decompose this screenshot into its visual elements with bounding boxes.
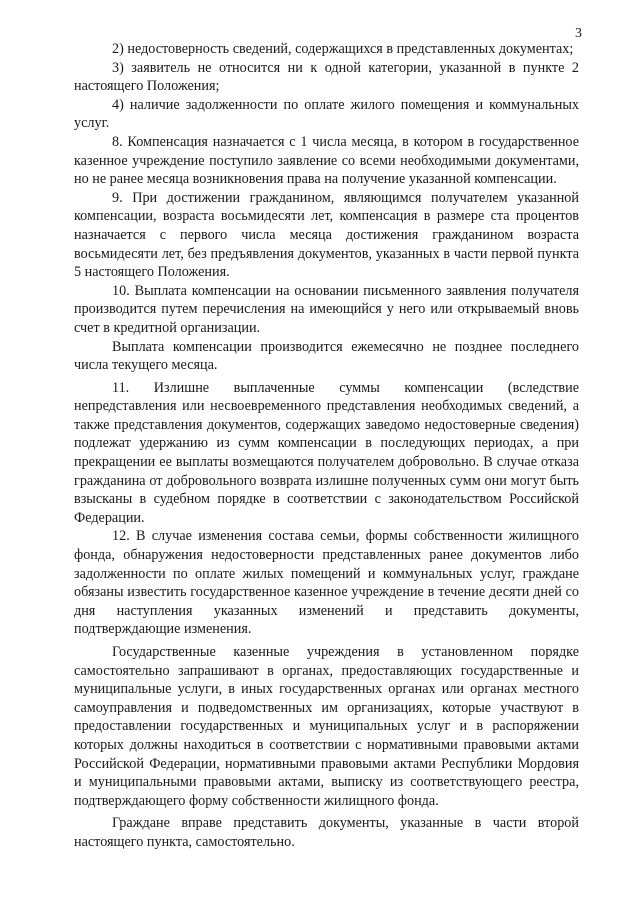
page-number: 3 <box>575 26 582 41</box>
paragraph-section-12-institutions: Государственные казенные учреждения в установленном порядке самостоятельно запрашивают в органах, предоставляющих государственные и муниципальные услуги, в иных государственных органах или органах местного самоуправления и подведомственных им организациях, которые участвуют в предоставлении государственных и муниципальных услуг и в распоряжении которых должны находиться в соответствии с нормативными правовыми актами Российской Федерации, нормативными правовыми актами Республики Мордовия и муниципальными правовыми актами, выписку из соответствующего реестра, подтверждающего форму собственности жилищного фонда. <box>74 644 579 809</box>
paragraph-item-4: 4) наличие задолженности по оплате жилого помещения и коммунальных услуг. <box>74 96 579 132</box>
paragraph-section-9: 9. При достижении гражданином, являющимся получателем указанной компенсации, возраста восьмидесяти лет, компенсация в размере ста процентов назначается с первого числа месяца достижения гражданином возраста восьмидесяти лет, без предъявления документов, указанных в части первой пункта 5 настоящего Положения. <box>74 189 579 281</box>
paragraph-section-8: 8. Компенсация назначается с 1 числа месяца, в котором в государственное казенное учреждение поступило заявление со всеми необходимыми документами, но не ранее месяца возникновения права на получение указанной компенсации. <box>74 133 579 188</box>
paragraph-section-10: 10. Выплата компенсации на основании письменного заявления получателя производится путем перечисления на имеющийся у него или открываемый вновь счет в кредитной организации. <box>74 282 579 336</box>
paragraph-section-12-citizens: Граждане вправе представить документы, указанные в части второй настоящего пункта, самостоятельно. <box>74 815 579 850</box>
paragraph-section-11: 11. Излишне выплаченные суммы компенсации (вследствие непредставления или несвоевременного представления необходимых сведений, а также представления документов, содержащих заведомо недостоверные сведения) подлежат удержанию из сумм компенсации в последующих периодах, а при прекращении ее выплаты возмещаются получателем добровольно. В случае отказа гражданина от добровольного возврата излишне полученных сумм они могут быть взысканы в судебном порядке в соответствии с законодательством Российской Федерации. <box>74 379 579 526</box>
document-body <box>74 40 579 852</box>
paragraph-section-10-payment: Выплата компенсации производится ежемесячно не позднее последнего числа текущего месяца. <box>74 338 579 374</box>
paragraph-section-12: 12. В случае изменения состава семьи, формы собственности жилищного фонда, обнаружения недостоверности представленных ранее документов либо задолженности по оплате жилых помещений и коммунальных услуг, граждане обязаны известить государственное казенное учреждение в течение десяти дней со дня наступления указанных изменений и представить документы, подтверждающие изменения. <box>74 528 579 638</box>
paragraph-item-3: 3) заявитель не относится ни к одной категории, указанной в пункте 2 настоящего Положения; <box>74 59 579 95</box>
paragraph-item-2: 2) недостоверность сведений, содержащихся в представленных документах; <box>112 41 574 57</box>
